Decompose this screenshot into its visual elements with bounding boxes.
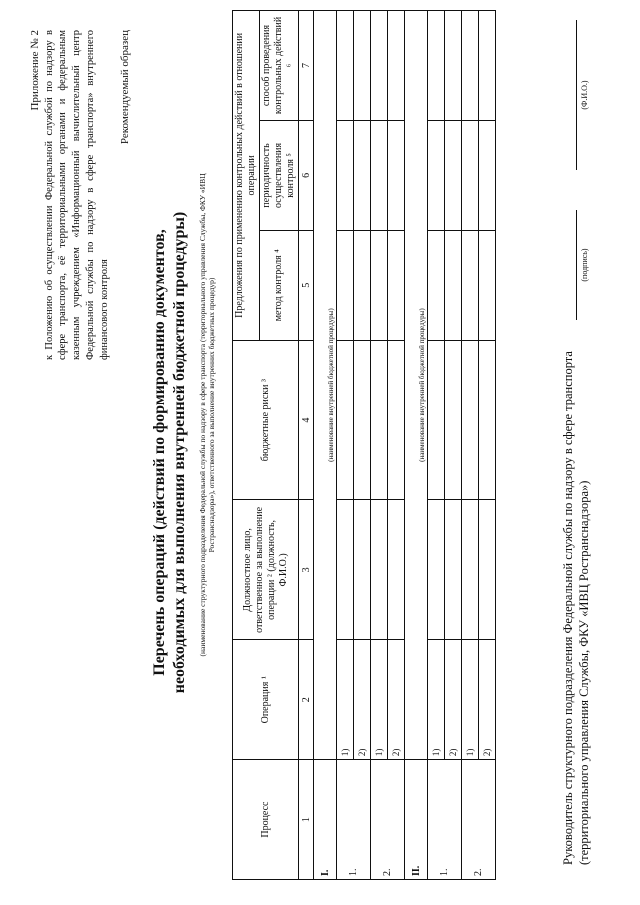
section-row (405, 11, 428, 880)
operation-number: 2) (479, 640, 496, 760)
col-header-risks: бюджетные риски ³ (233, 340, 299, 500)
unit-name-caption: (наименование структурного подразделения Федеральной службы по надзору в сфере транспорта (территориального управления Службы, ФКУ «ИВЦ Ространснадзора»), ответственного за выполнение внутренних бюджетных процедур) (198, 173, 216, 657)
operation-number: 1) (337, 640, 354, 760)
table-row (462, 11, 479, 880)
col-header-official: Должностное лицо, ответственное за выполнение операции ² (должность, Ф.И.О.) (233, 500, 299, 640)
signature-line (576, 210, 577, 320)
name-line (576, 20, 577, 170)
process-number: 1. (337, 760, 371, 880)
operation-number: 1) (428, 640, 445, 760)
column-number: 5 (299, 230, 314, 340)
table-row (354, 11, 371, 880)
page-title (150, 0, 190, 905)
table-row (428, 11, 445, 880)
sample-label: Рекомендуемый образец (118, 30, 131, 145)
section-number: I. (314, 760, 337, 880)
appendix-text: к Положению об осуществлении Федеральной службой по надзору в сфере транспорта, её территориальными органами и федеральным казенным учреждением «Информационный вычислительный центр Федеральной службы по надзору в сфере транспорта» внутреннего финансового контроля (43, 30, 110, 360)
signature-block (560, 351, 593, 865)
column-number: 1 (299, 760, 314, 880)
signer-title-line-1: Руководитель структурного подразделения Федеральной службы по надзору в сфере транспорта (561, 351, 575, 865)
title-line-2: необходимых для выполнения внутренней бюджетной процедуры) (171, 211, 188, 694)
procedure-name-caption: (наименование внутренней бюджетной процедуры) (314, 11, 337, 760)
col-header-process: Процесс (233, 760, 299, 880)
operation-number: 1) (371, 640, 388, 760)
column-number: 2 (299, 640, 314, 760)
col-header-operation: Операция ¹ (233, 640, 299, 760)
table-row (479, 11, 496, 880)
signer-title-line-2: (территориального управления Службы, ФКУ «ИВЦ Ространснадзора») (577, 480, 592, 865)
appendix-number: Приложение № 2 (29, 30, 41, 111)
column-number: 6 (299, 120, 314, 230)
operations-table (232, 10, 496, 880)
header-row (233, 11, 260, 880)
name-caption: (Ф.И.О.) (580, 80, 589, 110)
operation-number: 2) (354, 640, 371, 760)
column-number: 7 (299, 11, 314, 121)
process-number: 1. (428, 760, 462, 880)
title-line-1: Перечень операций (действий по формированию документов, (151, 229, 168, 676)
appendix-block (28, 30, 132, 360)
operation-number: 2) (388, 640, 405, 760)
table-row (371, 11, 388, 880)
table-row (337, 11, 354, 880)
col-header-periodicity: периодичность осуществления контроля ⁵ (260, 120, 299, 230)
column-number-row (299, 11, 314, 880)
table-row (445, 11, 462, 880)
column-number: 4 (299, 340, 314, 500)
operation-number: 2) (445, 640, 462, 760)
process-number: 2. (462, 760, 496, 880)
procedure-name-caption: (наименование внутренней бюджетной процедуры) (405, 11, 428, 760)
operation-number: 1) (462, 640, 479, 760)
signature-lines (568, 20, 598, 320)
col-header-proposals: Предложения по применению контрольных действий в отношении операции (233, 11, 260, 341)
section-row (314, 11, 337, 880)
col-header-method: метод контроля ⁴ (260, 230, 299, 340)
col-header-way: способ проведения контрольных действий ⁶ (260, 11, 299, 121)
section-number: II. (405, 760, 428, 880)
signature-caption: (подпись) (580, 248, 589, 282)
table-row (388, 11, 405, 880)
process-number: 2. (371, 760, 405, 880)
column-number: 3 (299, 500, 314, 640)
